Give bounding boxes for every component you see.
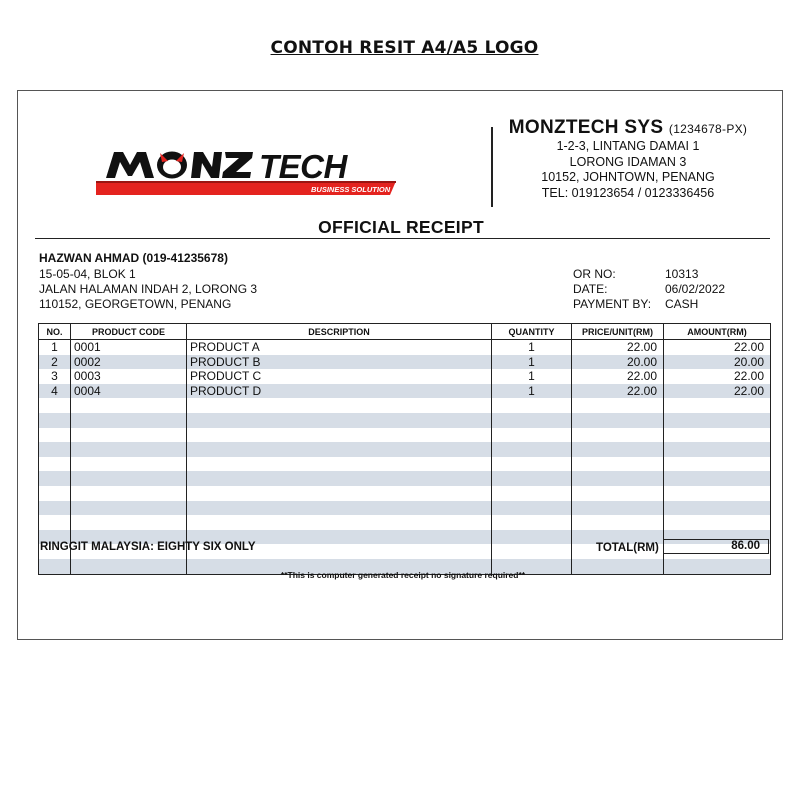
cell-amount [664,413,771,428]
page-heading: CONTOH RESIT A4/A5 LOGO [270,38,539,58]
cell-price-unit [572,486,664,501]
or-number-value: 10313 [665,267,699,281]
table-row [39,471,771,486]
table-row [39,413,771,428]
cell-product-code: 0002 [71,355,187,370]
cell-description [187,486,492,501]
cell-amount [664,515,771,530]
cell-quantity [492,544,572,559]
cell-amount [664,428,771,443]
cell-description [187,457,492,472]
header-quantity: QUANTITY [492,324,572,340]
cell-quantity [492,515,572,530]
cell-price-unit [572,428,664,443]
cell-amount: 20.00 [664,355,771,370]
receipt [17,90,783,640]
cell-product-code [71,515,187,530]
cell-description [187,515,492,530]
cell-no [39,398,71,413]
cell-product-code: 0004 [71,384,187,399]
cell-no: 2 [39,355,71,370]
date-label: DATE: [573,282,608,296]
cell-product-code: 0001 [71,340,187,355]
cell-price-unit [572,501,664,516]
total-label: TOTAL(RM) [596,542,659,554]
cell-no [39,413,71,428]
total-value: 86.00 [663,539,769,554]
cell-no [39,501,71,516]
cell-quantity [492,442,572,457]
customer-info [39,251,257,312]
header-divider [491,127,493,207]
svg-text:BUSINESS SOLUTION: BUSINESS SOLUTION [311,185,391,194]
company-registration: (1234678-PX) [668,122,748,136]
table-row [39,501,771,516]
cell-amount: 22.00 [664,369,771,384]
or-number-label: OR NO: [573,267,616,281]
cell-description [187,413,492,428]
cell-price-unit [572,515,664,530]
table-body [39,340,771,575]
cell-amount [664,471,771,486]
cell-amount [664,501,771,516]
table-row [39,369,771,384]
cell-quantity [492,501,572,516]
cell-quantity [492,428,572,443]
cell-amount: 22.00 [664,340,771,355]
company-logo [96,145,396,201]
company-phone: TEL: 019123654 / 0123336456 [541,185,715,200]
cell-no [39,442,71,457]
cell-no: 4 [39,384,71,399]
header-description: DESCRIPTION [187,324,492,340]
company-address-line-1: 1-2-3, LINTANG DAMAI 1 [556,139,700,153]
customer-address-line-2: JALAN HALAMAN INDAH 2, LORONG 3 [39,282,258,296]
company-info [498,117,758,201]
amount-in-words: RINGGIT MALAYSIA: EIGHTY SIX ONLY [40,541,256,553]
cell-product-code: 0003 [71,369,187,384]
cell-no: 1 [39,340,71,355]
cell-product-code [71,486,187,501]
cell-no [39,486,71,501]
header-amount: AMOUNT(RM) [664,324,771,340]
cell-description [187,428,492,443]
cell-amount [664,486,771,501]
header-no: NO. [39,324,71,340]
cell-quantity [492,530,572,545]
cell-product-code [71,398,187,413]
header-product-code: PRODUCT CODE [71,324,187,340]
cell-product-code [71,442,187,457]
cell-description: PRODUCT C [187,369,492,384]
cell-description: PRODUCT A [187,340,492,355]
cell-description: PRODUCT D [187,384,492,399]
table-row [39,457,771,472]
cell-price-unit [572,413,664,428]
table-header-row [39,324,771,340]
cell-product-code [71,501,187,516]
header-price-unit: PRICE/UNIT(RM) [572,324,664,340]
date-row [573,282,725,297]
cell-no: 3 [39,369,71,384]
cell-product-code [71,457,187,472]
cell-quantity [492,486,572,501]
cell-amount: 22.00 [664,384,771,399]
cell-no [39,428,71,443]
table-row [39,355,771,370]
cell-quantity: 1 [492,340,572,355]
cell-quantity [492,457,572,472]
customer-name: HAZWAN AHMAD (019-41235678) [39,251,228,265]
date-value: 06/02/2022 [665,282,726,296]
cell-quantity: 1 [492,384,572,399]
cell-product-code [71,413,187,428]
table-row [39,428,771,443]
cell-price-unit [572,457,664,472]
company-address-line-3: 10152, JOHNTOWN, PENANG [541,170,715,184]
customer-address-line-3: 110152, GEORGETOWN, PENANG [39,297,232,311]
receipt-meta [573,267,725,312]
cell-description [187,442,492,457]
table-row [39,398,771,413]
svg-text:TECH: TECH [259,148,347,185]
cell-amount [664,457,771,472]
cell-price-unit [572,442,664,457]
cell-amount [664,442,771,457]
cell-price-unit [572,398,664,413]
company-address-line-2: LORONG IDAMAN 3 [569,154,687,169]
cell-description [187,398,492,413]
customer-address-line-1: 15-05-04, BLOK 1 [39,267,136,281]
or-number-row [573,267,725,282]
items-table [38,323,771,575]
title-divider [35,238,770,239]
cell-product-code [71,471,187,486]
payment-value: CASH [665,297,699,311]
cell-price-unit: 22.00 [572,369,664,384]
payment-label: PAYMENT BY: [573,297,652,311]
cell-no [39,457,71,472]
cell-quantity [492,471,572,486]
table-row [39,340,771,355]
cell-quantity [492,398,572,413]
monztech-logo-graphic [96,145,396,201]
table-row [39,384,771,399]
cell-description [187,501,492,516]
table-row [39,515,771,530]
cell-price-unit [572,471,664,486]
cell-description [187,471,492,486]
cell-price-unit: 20.00 [572,355,664,370]
cell-price-unit: 22.00 [572,384,664,399]
cell-price-unit: 22.00 [572,340,664,355]
cell-no [39,471,71,486]
table-row [39,486,771,501]
table-row [39,442,771,457]
company-name: MONZTECH SYS [508,117,664,138]
payment-row [573,297,725,312]
cell-no [39,515,71,530]
cell-description: PRODUCT B [187,355,492,370]
receipt-title: OFFICIAL RECEIPT [318,217,484,237]
cell-product-code [71,428,187,443]
cell-amount [664,398,771,413]
cell-quantity: 1 [492,355,572,370]
receipt-footnote: **This is computer generated receipt no signature required** [280,570,526,580]
cell-quantity: 1 [492,369,572,384]
cell-quantity [492,413,572,428]
